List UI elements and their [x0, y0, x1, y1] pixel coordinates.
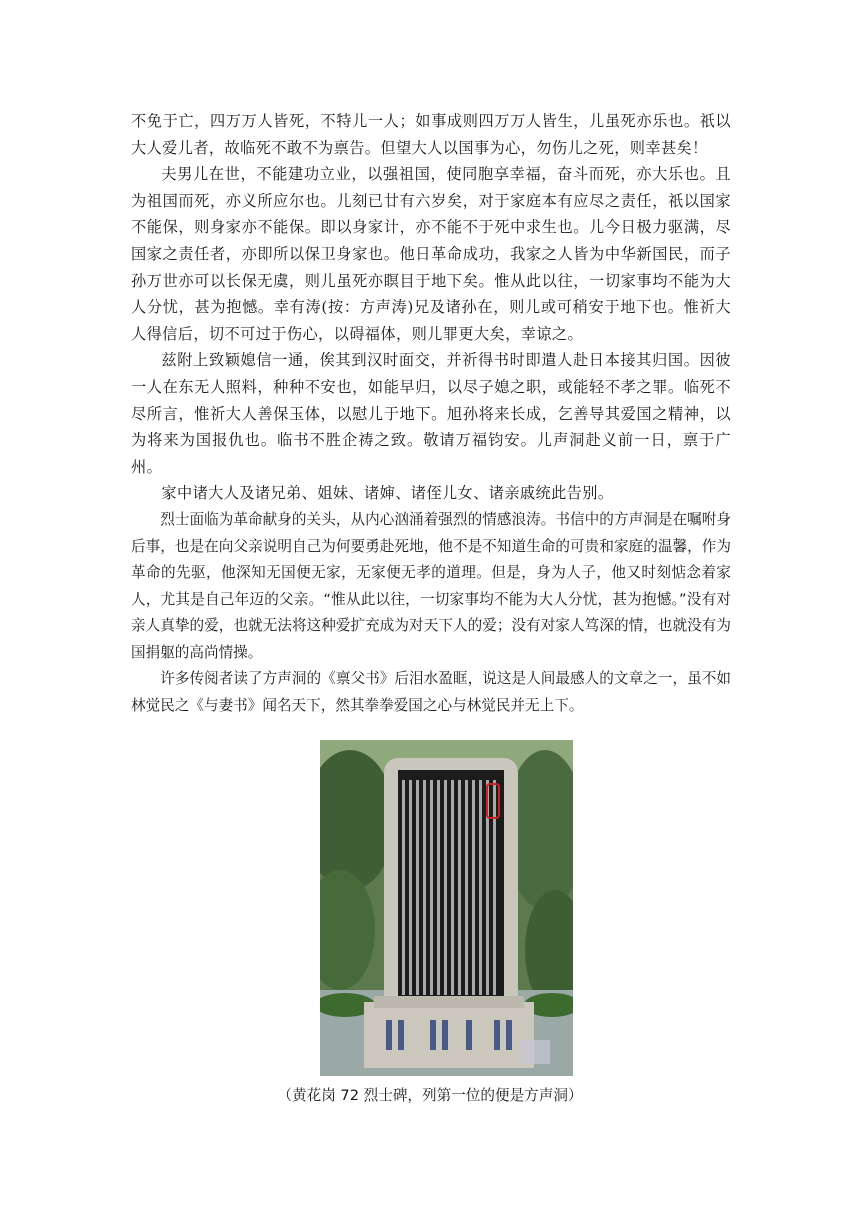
paragraph: 兹附上致颖媳信一通，俟其到汉时面交，并祈得书时即遣人赴日本接其归国。因彼一人在东无人照料，种种不安也，如能早归，以尽子媳之职，或能轻不孝之罪。临死不尽所言，惟祈大人善保玉体，以慰儿于地下。旭孙将来长成，乞善导其爱国之精神，以为将来为国报仇也。临书不胜企祷之致。敬请万福钧安。儿声洞赴义前一日，禀于广州。 — [131, 351, 731, 476]
paragraph: 不免于亡，四万万人皆死，不特儿一人；如事成则四万万人皆生，儿虽死亦乐也。祇以大人爱儿者，故临死不敢不为禀告。但望大人以国事为心，勿伤儿之死，则幸甚矣！ — [131, 112, 731, 157]
stele-photo — [320, 740, 573, 1076]
paragraph: 烈士面临为革命献身的关头，从内心汹涌着强烈的情感浪涛。书信中的方声洞是在嘱咐身后事，也是在向父亲说明自己为何要勇赴死地，他不是不知道生命的可贵和家庭的温馨，作为革命的先驱，他深知无国便无家，无家便无孝的道理。但是，身为人子，他又时刻惦念着家人，尤其是自己年迈的父亲。“惟从此以往，一切家事均不能为大人分忧，甚为抱憾。”没有对亲人真挚的爱，也就无法将这种爱扩充成为对天下人的爱；没有对家人笃深的情，也就没有为国捐躯的高尚情操。 — [131, 510, 731, 661]
paragraph: 家中诸大人及诸兄弟、姐妹、诸婶、诸侄儿女、诸亲戚统此告别。 — [161, 484, 614, 503]
stele-photo-graphic — [320, 740, 573, 1076]
paragraph: 夫男儿在世，不能建功立业，以强祖国，使同胞享幸福，奋斗而死，亦大乐也。且为祖国而死，亦义所应尔也。儿刻已廿有六岁矣，对于家庭本有应尽之责任，祇以国家不能保，则身家亦不能保。即以身家计，亦不能不于死中求生也。儿今日极力驱满，尽国家之责任者，亦即所以保卫身家也。他日革命成功，我家之人皆为中华新国民，而子孙万世亦可以长保无虞，则儿虽死亦瞑目于地下矣。惟从此以往，一切家事均不能为大人分忧，甚为抱憾。幸有涛(按：方声涛)兄及诸孙在，则儿或可稍安于地下也。惟祈大人得信后，切不可过于伤心，以碍福体，则儿罪更大矣，幸谅之。 — [131, 165, 731, 343]
figure-caption: （黄花岗 72 烈士碑，列第一位的便是方声洞） — [277, 1087, 583, 1104]
paragraph: 许多传阅者读了方声洞的《禀父书》后泪水盈眶，说这是人间最感人的文章之一，虽不如林觉民之《与妻书》闻名天下，然其拳拳爱国之心与林觉民并无上下。 — [131, 670, 731, 715]
document-body — [131, 108, 731, 720]
